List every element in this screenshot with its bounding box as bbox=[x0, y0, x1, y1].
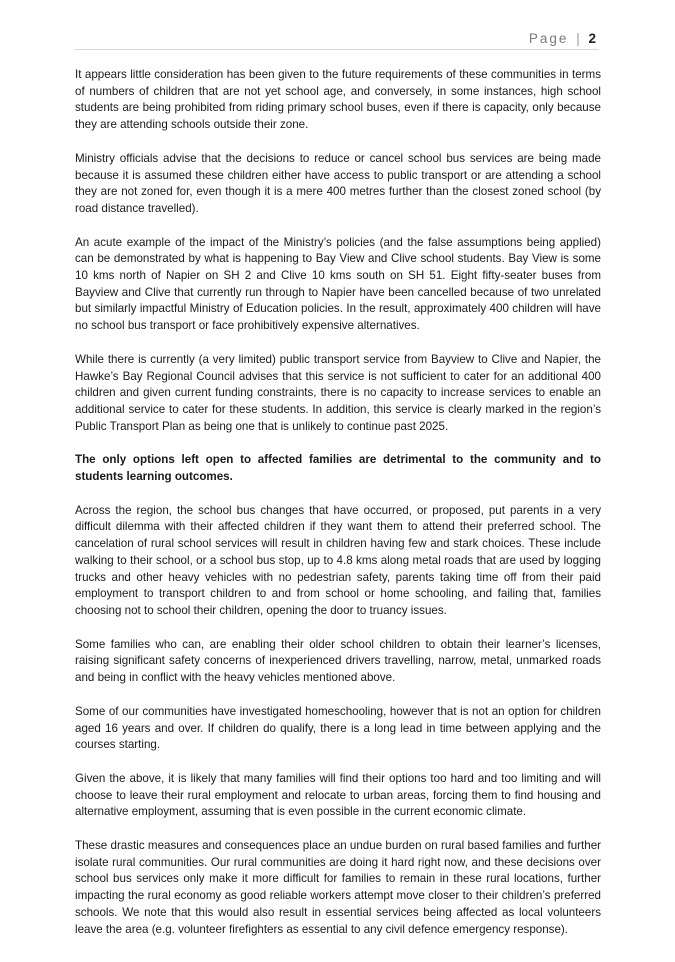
page-label: Page bbox=[528, 31, 569, 46]
page-separator: | bbox=[576, 31, 580, 46]
paragraph: While there is currently (a very limited) public transport service from Bayview to Clive and Napier, the Hawke’s Bay Regional Council advises that this service is not sufficient to cater for an additional 400 children and given current funding constraints, there is no capacity to increase services to enable an additional service to cater for these students. In addition, this service is clearly marked in the region’s Public Transport Plan as being one that is unlikely to continue past 2025. bbox=[75, 352, 601, 433]
paragraph: Some of our communities have investigated homeschooling, however that is not an option for children aged 16 years and over. If children do qualify, there is a long lead in time between applying and the courses starting. bbox=[75, 704, 601, 752]
paragraph: Given the above, it is likely that many families will find their options too hard and too limiting and will choose to leave their rural employment and relocate to urban areas, forcing them to find housing and alternative employment, assuming that is even possible in the current economic climate. bbox=[75, 771, 601, 819]
document-body bbox=[75, 67, 601, 955]
paragraph: Some families who can, are enabling their older school children to obtain their learner’s licenses, raising significant safety concerns of inexperienced drivers travelling, narrow, metal, unmarked roads and being in conflict with the heavy vehicles mentioned above. bbox=[75, 637, 601, 685]
paragraph: Across the region, the school bus changes that have occurred, or proposed, put parents in a very difficult dilemma with their affected children if they want them to attend their preferred school. The cancelation of rural school services will result in children having few and stark choices. These include walking to their school, or a school bus stop, up to 4.8 kms along metal roads that are used by logging trucks and other heavy vehicles with no pedestrian safety, parents taking time off from their paid employment to transport children to and from school or home schooling, and failing that, families choosing not to school their children, opening the door to truancy issues. bbox=[75, 503, 601, 617]
paragraph: These drastic measures and consequences place an undue burden on rural based families and further isolate rural communities. Our rural communities are doing it hard right now, and these decisions over school bus services only make it more difficult for families to remain in these rural locations, further impacting the rural economy as good reliable workers attempt move closer to their children’s preferred schools. We note that this would also result in essential services being affected as local volunteers leave the area (e.g. volunteer firefighters as essential to any civil defence emergency response). bbox=[75, 839, 601, 936]
paragraph: Ministry officials advise that the decisions to reduce or cancel school bus services are being made because it is assumed these children either have access to public transport or are attending a school they are not zoned for, even though it is a mere 400 metres further than the closest zoned school (by road distance travelled). bbox=[75, 151, 601, 215]
page-number: 2 bbox=[588, 31, 596, 46]
paragraph: An acute example of the impact of the Ministry’s policies (and the false assumptions being applied) can be demonstrated by what is happening to Bay View and Clive school students. Bay View is some 10 kms north of Napier on SH 2 and Clive 10 kms south on SH 51. Eight fifty-seater buses from Bayview and Clive that currently run through to Napier have been cancelled because of two unrelated but similarly impactful Ministry of Education policies. In the result, approximately 400 children will have no school bus transport or face prohibitively expensive alternatives. bbox=[75, 235, 601, 333]
paragraph: It appears little consideration has been given to the future requirements of these communities in terms of numbers of children that are not yet school age, and conversely, in some instances, high school students are being prohibited from riding primary school buses, even if there is capacity, only because they are attending schools outside their zone. bbox=[75, 68, 601, 132]
page-header bbox=[529, 31, 596, 46]
header-divider bbox=[74, 49, 599, 50]
section-heading: The only options left open to affected families are detrimental to the community and to students learning outcomes. bbox=[75, 453, 601, 484]
